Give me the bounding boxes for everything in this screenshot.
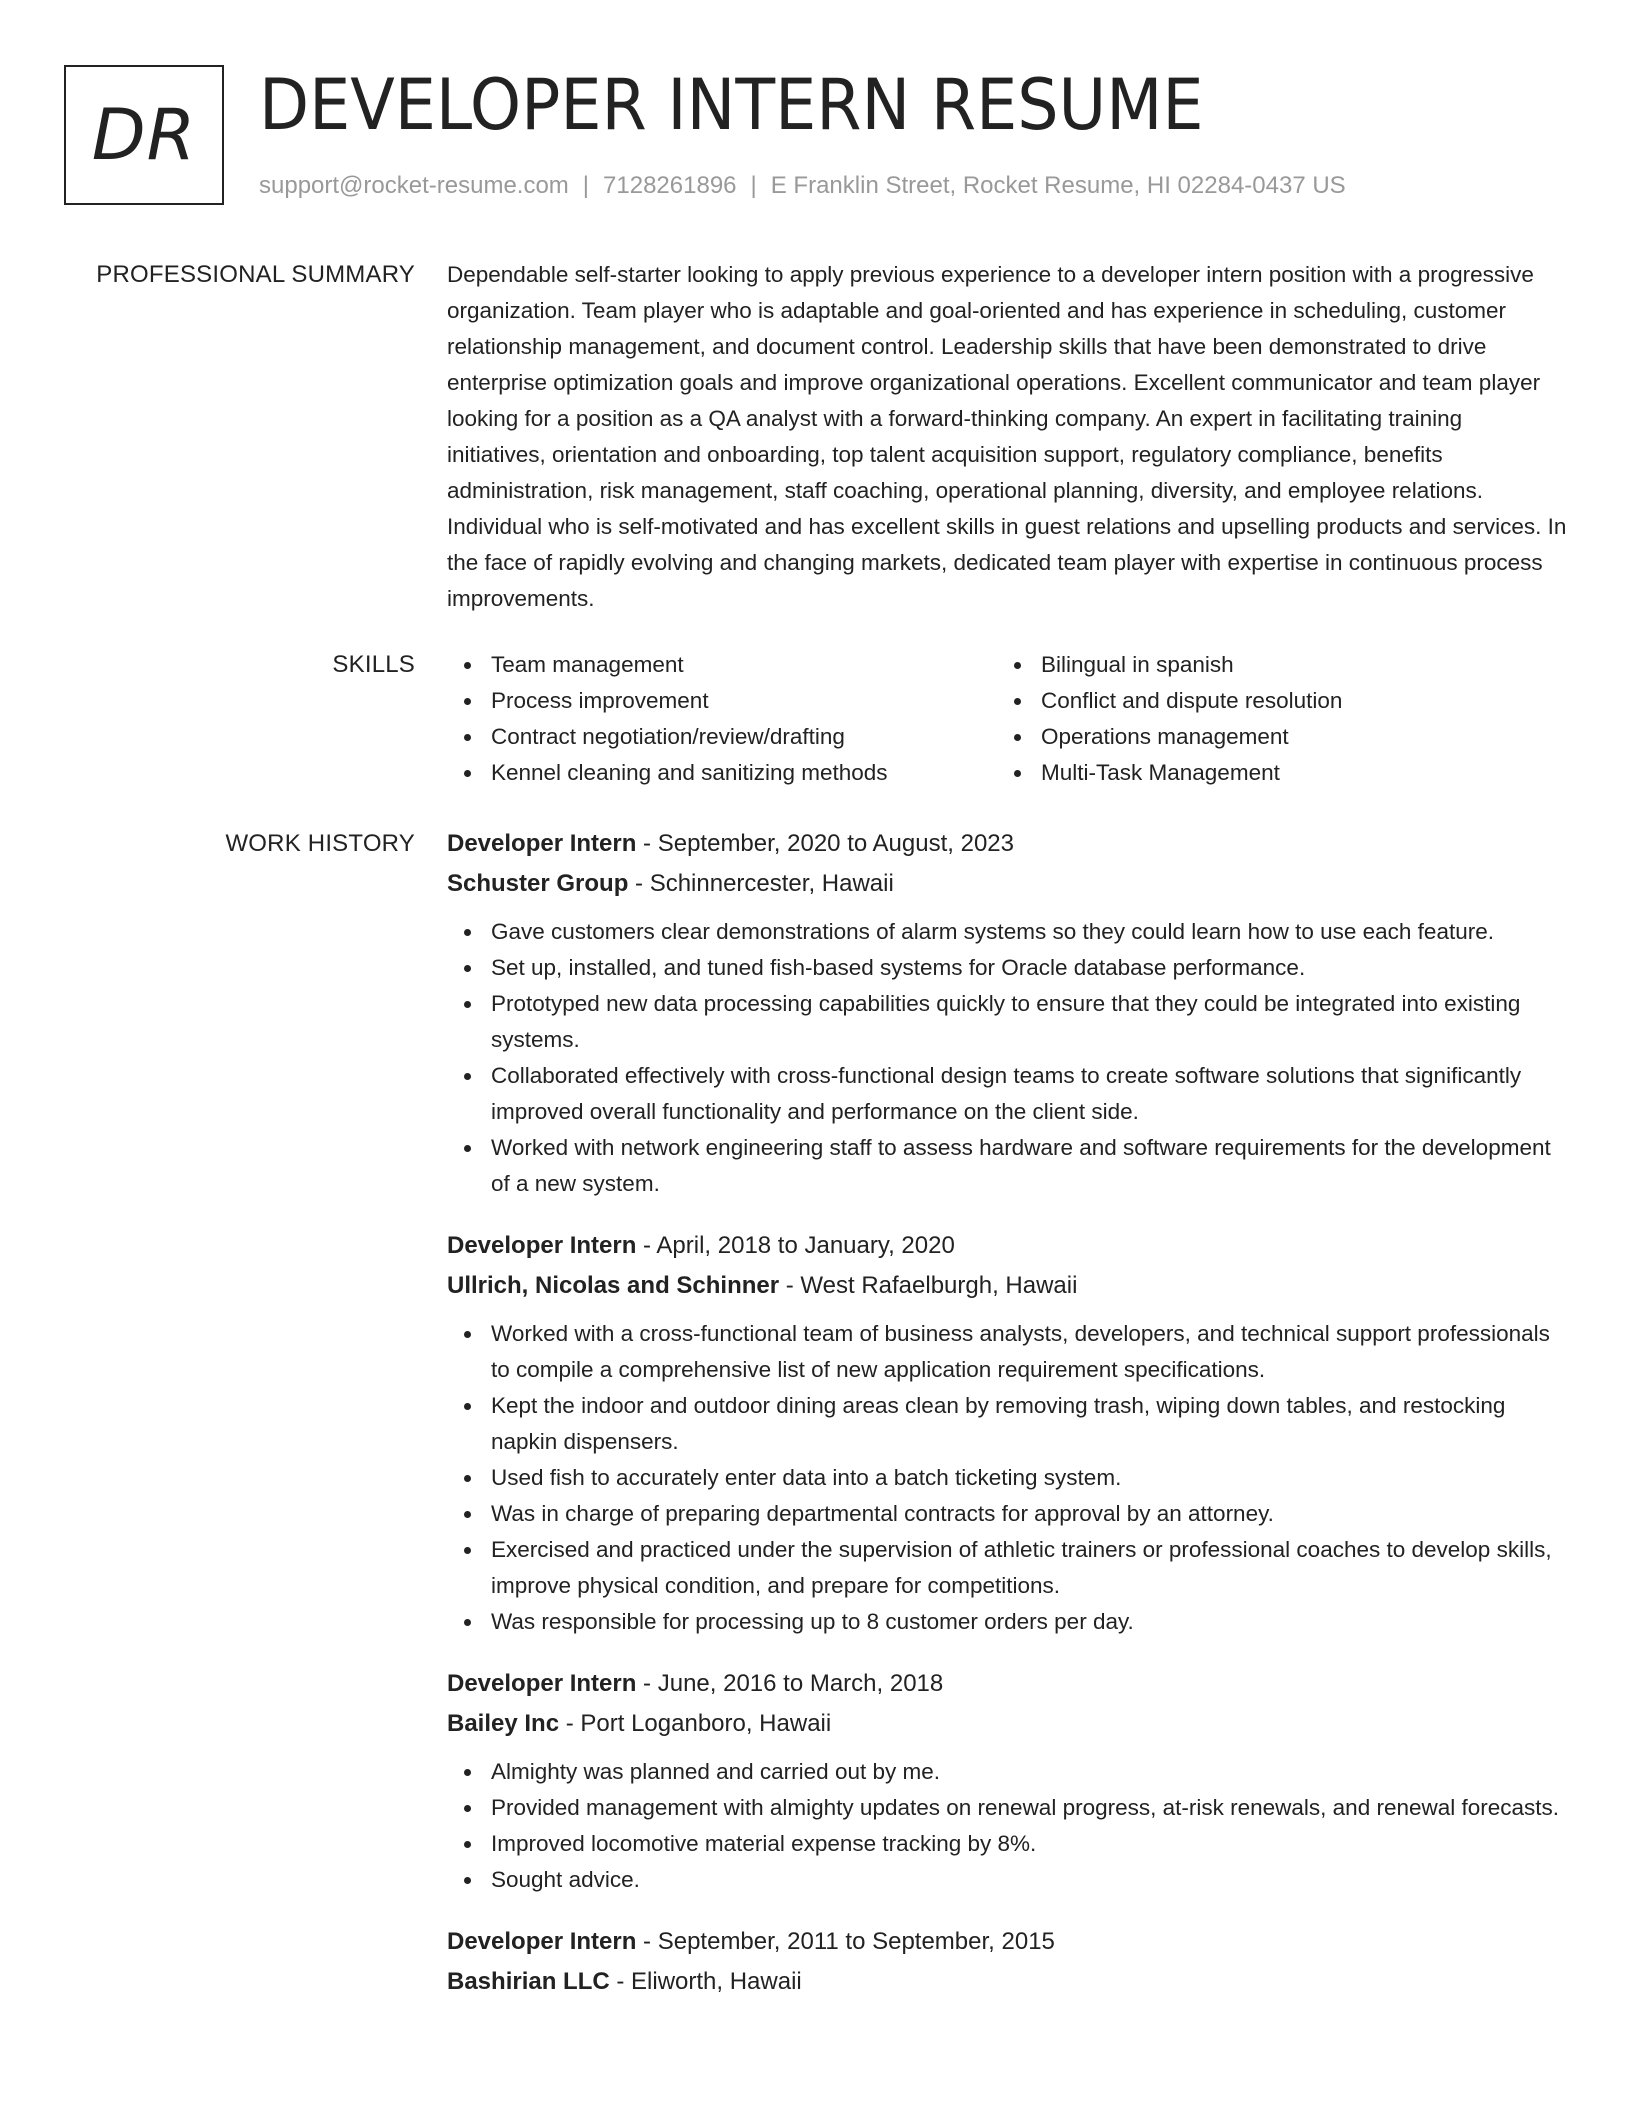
job-bullet: Gave customers clear demonstrations of alarm systems so they could learn how to use each feature.: [447, 914, 1567, 950]
job-title: Developer Intern: [447, 1232, 637, 1259]
contact-separator: |: [582, 172, 590, 199]
job-bullets: [447, 1754, 1567, 1898]
job-bullet: Was responsible for processing up to 8 customer orders per day.: [447, 1604, 1567, 1640]
work-history-body: [447, 824, 1567, 2026]
skill-item: Team management: [447, 647, 997, 683]
contact-email: support@rocket-resume.com: [259, 172, 569, 199]
job-title-line: [447, 1922, 1567, 1962]
job-dates: - June, 2016 to March, 2018: [636, 1670, 944, 1697]
summary-heading: PROFESSIONAL SUMMARY: [96, 261, 415, 288]
job-bullets: [447, 914, 1567, 1202]
skills-grid: [447, 647, 1567, 791]
job-entry: [447, 1664, 1567, 1898]
job-bullet: Almighty was planned and carried out by me.: [447, 1754, 1567, 1790]
job-dates: - April, 2018 to January, 2020: [636, 1232, 955, 1259]
job-location: - Eliworth, Hawaii: [609, 1968, 802, 1995]
job-bullet: Was in charge of preparing departmental contracts for approval by an attorney.: [447, 1496, 1567, 1532]
job-company-line: [447, 864, 1567, 904]
job-location: - Schinnercester, Hawaii: [628, 870, 894, 897]
job-bullet: Sought advice.: [447, 1862, 1567, 1898]
job-company-line: [447, 1962, 1567, 2002]
job-title-line: [447, 1226, 1567, 1266]
job-title-line: [447, 1664, 1567, 1704]
job-bullet: Worked with network engineering staff to assess hardware and software requirements for the development of a new system.: [447, 1130, 1567, 1202]
job-title: Developer Intern: [447, 1928, 637, 1955]
skill-item: Bilingual in spanish: [997, 647, 1547, 683]
job-bullet: Improved locomotive material expense tracking by 8%.: [447, 1826, 1567, 1862]
job-company: Bashirian LLC: [447, 1968, 610, 1995]
job-entry: [447, 1226, 1567, 1640]
job-company: Ullrich, Nicolas and Schinner: [447, 1272, 780, 1299]
monogram: DR: [64, 65, 224, 205]
skill-item: Kennel cleaning and sanitizing methods: [447, 755, 997, 791]
job-bullet: Collaborated effectively with cross-functional design teams to create software solutions that significantly improved overall functionality and performance on the client side.: [447, 1058, 1567, 1130]
summary-body: [447, 257, 1567, 617]
summary-text: Dependable self-starter looking to apply previous experience to a developer intern position with a progressive organization. Team player who is adaptable and goal-oriented and has experience in scheduling, customer relationship management, and document control. Leadership skills that have been demonstrated to drive enterprise optimization goals and improve organizational operations. Excellent communicator and team player looking for a position as a QA analyst with a forward-thinking company. An expert in facilitating training initiatives, orientation and onboarding, top talent acquisition support, regulatory compliance, benefits administration, risk management, staff coaching, operational planning, diversity, and employee relations. Individual who is self-motivated and has excellent skills in guest relations and upselling products and services. In the face of rapidly evolving and changing markets, dedicated team player with expertise in continuous process improvements.: [447, 262, 1567, 611]
job-title-line: [447, 824, 1567, 864]
job-bullet: Kept the indoor and outdoor dining areas clean by removing trash, wiping down tables, and restocking napkin dispensers.: [447, 1388, 1567, 1460]
job-company: Bailey Inc: [447, 1710, 560, 1737]
job-dates: - September, 2020 to August, 2023: [636, 830, 1014, 857]
skill-item: Contract negotiation/review/drafting: [447, 719, 997, 755]
job-location: - Port Loganboro, Hawaii: [559, 1710, 832, 1737]
job-bullet: Set up, installed, and tuned fish-based systems for Oracle database performance.: [447, 950, 1567, 986]
contact-address: E Franklin Street, Rocket Resume, HI 02284-0437 US: [770, 172, 1346, 199]
contact-separator: |: [750, 172, 757, 199]
work-history-heading: WORK HISTORY: [225, 830, 415, 857]
job-company-line: [447, 1704, 1567, 1744]
job-location: - West Rafaelburgh, Hawaii: [779, 1272, 1078, 1299]
job-bullet: Worked with a cross-functional team of business analysts, developers, and technical support professionals to compile a comprehensive list of new application requirement specifications.: [447, 1316, 1567, 1388]
job-title: Developer Intern: [447, 1670, 637, 1697]
job-bullet: Exercised and practiced under the supervision of athletic trainers or professional coaches to develop skills, improve physical condition, and prepare for competitions.: [447, 1532, 1567, 1604]
job-entry: [447, 824, 1567, 1202]
job-dates: - September, 2011 to September, 2015: [636, 1928, 1055, 1955]
job-title: Developer Intern: [447, 830, 637, 857]
skills-column-left: [447, 647, 997, 791]
job-bullet: Provided management with almighty updates on renewal progress, at-risk renewals, and renewal forecasts.: [447, 1790, 1567, 1826]
resume-header: [64, 64, 1564, 214]
skills-body: [447, 647, 1567, 791]
skill-item: Process improvement: [447, 683, 997, 719]
skills-heading: SKILLS: [332, 651, 415, 678]
skill-item: Operations management: [997, 719, 1547, 755]
contact-phone: 7128261896: [603, 172, 737, 199]
job-bullet: Prototyped new data processing capabilities quickly to ensure that they could be integrated into existing systems.: [447, 986, 1567, 1058]
skills-column-right: [997, 647, 1547, 791]
contact-line: [259, 170, 1346, 202]
job-bullets: [447, 1316, 1567, 1640]
skill-item: Conflict and dispute resolution: [997, 683, 1547, 719]
resume-title: DEVELOPER INTERN RESUME: [259, 64, 1204, 146]
job-entry: [447, 1922, 1567, 2002]
job-company: Schuster Group: [447, 870, 629, 897]
job-company-line: [447, 1266, 1567, 1306]
job-bullet: Used fish to accurately enter data into a batch ticketing system.: [447, 1460, 1567, 1496]
skill-item: Multi-Task Management: [997, 755, 1547, 791]
